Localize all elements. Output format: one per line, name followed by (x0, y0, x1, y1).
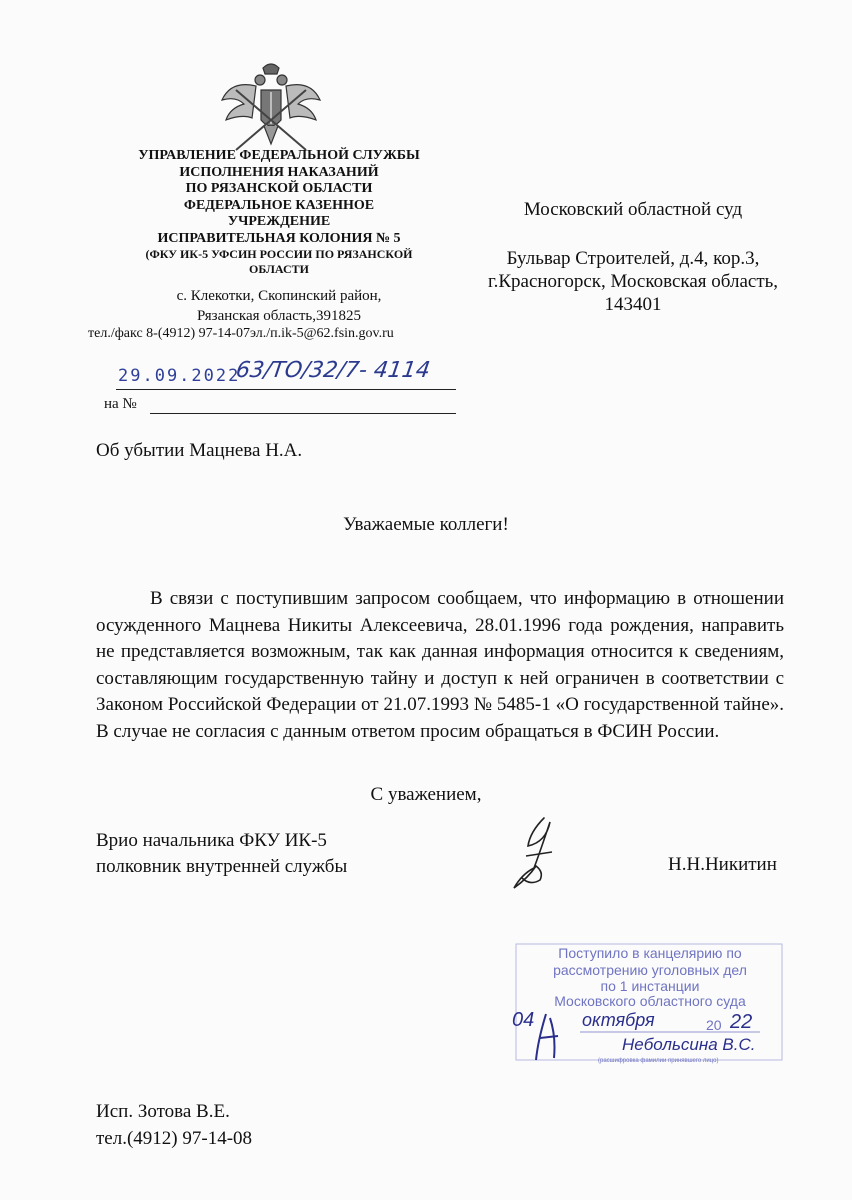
org-line: ИСПОЛНЕНИЯ НАКАЗАНИЙ (179, 164, 379, 180)
stamp-year-suffix: 22 (730, 1011, 753, 1033)
recipient-address: г.Красногорск, Московская область, (487, 271, 779, 292)
executor-block (96, 1098, 252, 1152)
stamp-month: октября (582, 1010, 655, 1030)
executor-phone: тел.(4912) 97-14-08 (96, 1128, 253, 1149)
recipient-court: Московский областной суд (523, 199, 743, 220)
registration-number: 63/ТО/32/7- 4114 (234, 358, 432, 383)
stamp-line: по 1 инстанции (600, 978, 700, 994)
fsin-emblem-icon (216, 60, 326, 160)
stamp-line: рассмотрению уголовных дел (553, 962, 747, 978)
address-line: с. Клекотки, Скопинский район, (176, 288, 382, 304)
org-short-name-cont: ОБЛАСТИ (249, 262, 309, 276)
org-short-name: (ФКУ ИК-5 УФСИН РОССИИ ПО РЯЗАНСКОЙ (145, 247, 413, 261)
organization-header (84, 148, 474, 277)
reference-label: на № (104, 396, 137, 412)
reference-underline (150, 413, 456, 414)
registration-underline (116, 389, 456, 390)
org-contact: тел./факс 8-(4912) 97-14-07эл./п.ik-5@62.fsin.gov.ru (88, 326, 394, 341)
address-line: Рязанская область,391825 (196, 308, 361, 324)
stamp-caption: (расшифровка фамилии принявшего лицо) (598, 1058, 719, 1064)
letter-subject: Об убытии Мацнева Н.А. (96, 440, 303, 461)
stamp-line: Московского областного суда (554, 993, 746, 1009)
org-line: ПО РЯЗАНСКОЙ ОБЛАСТИ (185, 181, 373, 196)
stamp-initials-mark (536, 1014, 558, 1060)
signer-position-line: Врио начальника ФКУ ИК-5 (96, 830, 327, 851)
signer-position-line: полковник внутренней службы (96, 856, 348, 877)
stamp-receiver: Небольсина В.С. (622, 1035, 756, 1054)
handwritten-signature (500, 812, 570, 892)
org-line: УПРАВЛЕНИЕ ФЕДЕРАЛЬНОЙ СЛУЖБЫ (138, 148, 420, 163)
signer-position (96, 828, 347, 880)
recipient-block (478, 198, 788, 316)
org-line: УЧРЕЖДЕНИЕ (227, 214, 331, 229)
recipient-address: Бульвар Строителей, д.4, кор.3, (506, 248, 760, 269)
closing: С уважением, (370, 784, 482, 805)
recipient-postcode: 143401 (604, 294, 662, 315)
letter-body: В связи с поступившим запросом сообщаем, что информацию в отношении осужденного Мацнева Никиты Алексеевича, 28.01.1996 года рождения, направить не представляется возможным, так как данная информация относится к сведениям, составляющим государственную тайну и доступ к ней ограничен в соответствии с Законом Российской Федерации от 21.07.1993 № 5485-1 «О государственной тайне». В случае не согласия с данным ответом просим обращаться в ФСИН России. (96, 588, 784, 742)
salutation: Уважаемые коллеги! (343, 514, 509, 535)
stamp-year-prefix: 20 (706, 1017, 722, 1033)
stamp-line: Поступило в канцелярию по (558, 945, 742, 961)
org-line: ИСПРАВИТЕЛЬНАЯ КОЛОНИЯ № 5 (157, 230, 401, 246)
signer-name: Н.Н.Никитин (668, 854, 777, 875)
incoming-stamp (510, 940, 790, 1065)
registration-date: 29.09.2022 (118, 366, 241, 386)
stamp-day: 04 (512, 1009, 535, 1031)
org-address (84, 286, 474, 326)
org-line: ФЕДЕРАЛЬНОЕ КАЗЕННОЕ (183, 197, 375, 213)
executor-name: Исп. Зотова В.Е. (96, 1101, 230, 1122)
